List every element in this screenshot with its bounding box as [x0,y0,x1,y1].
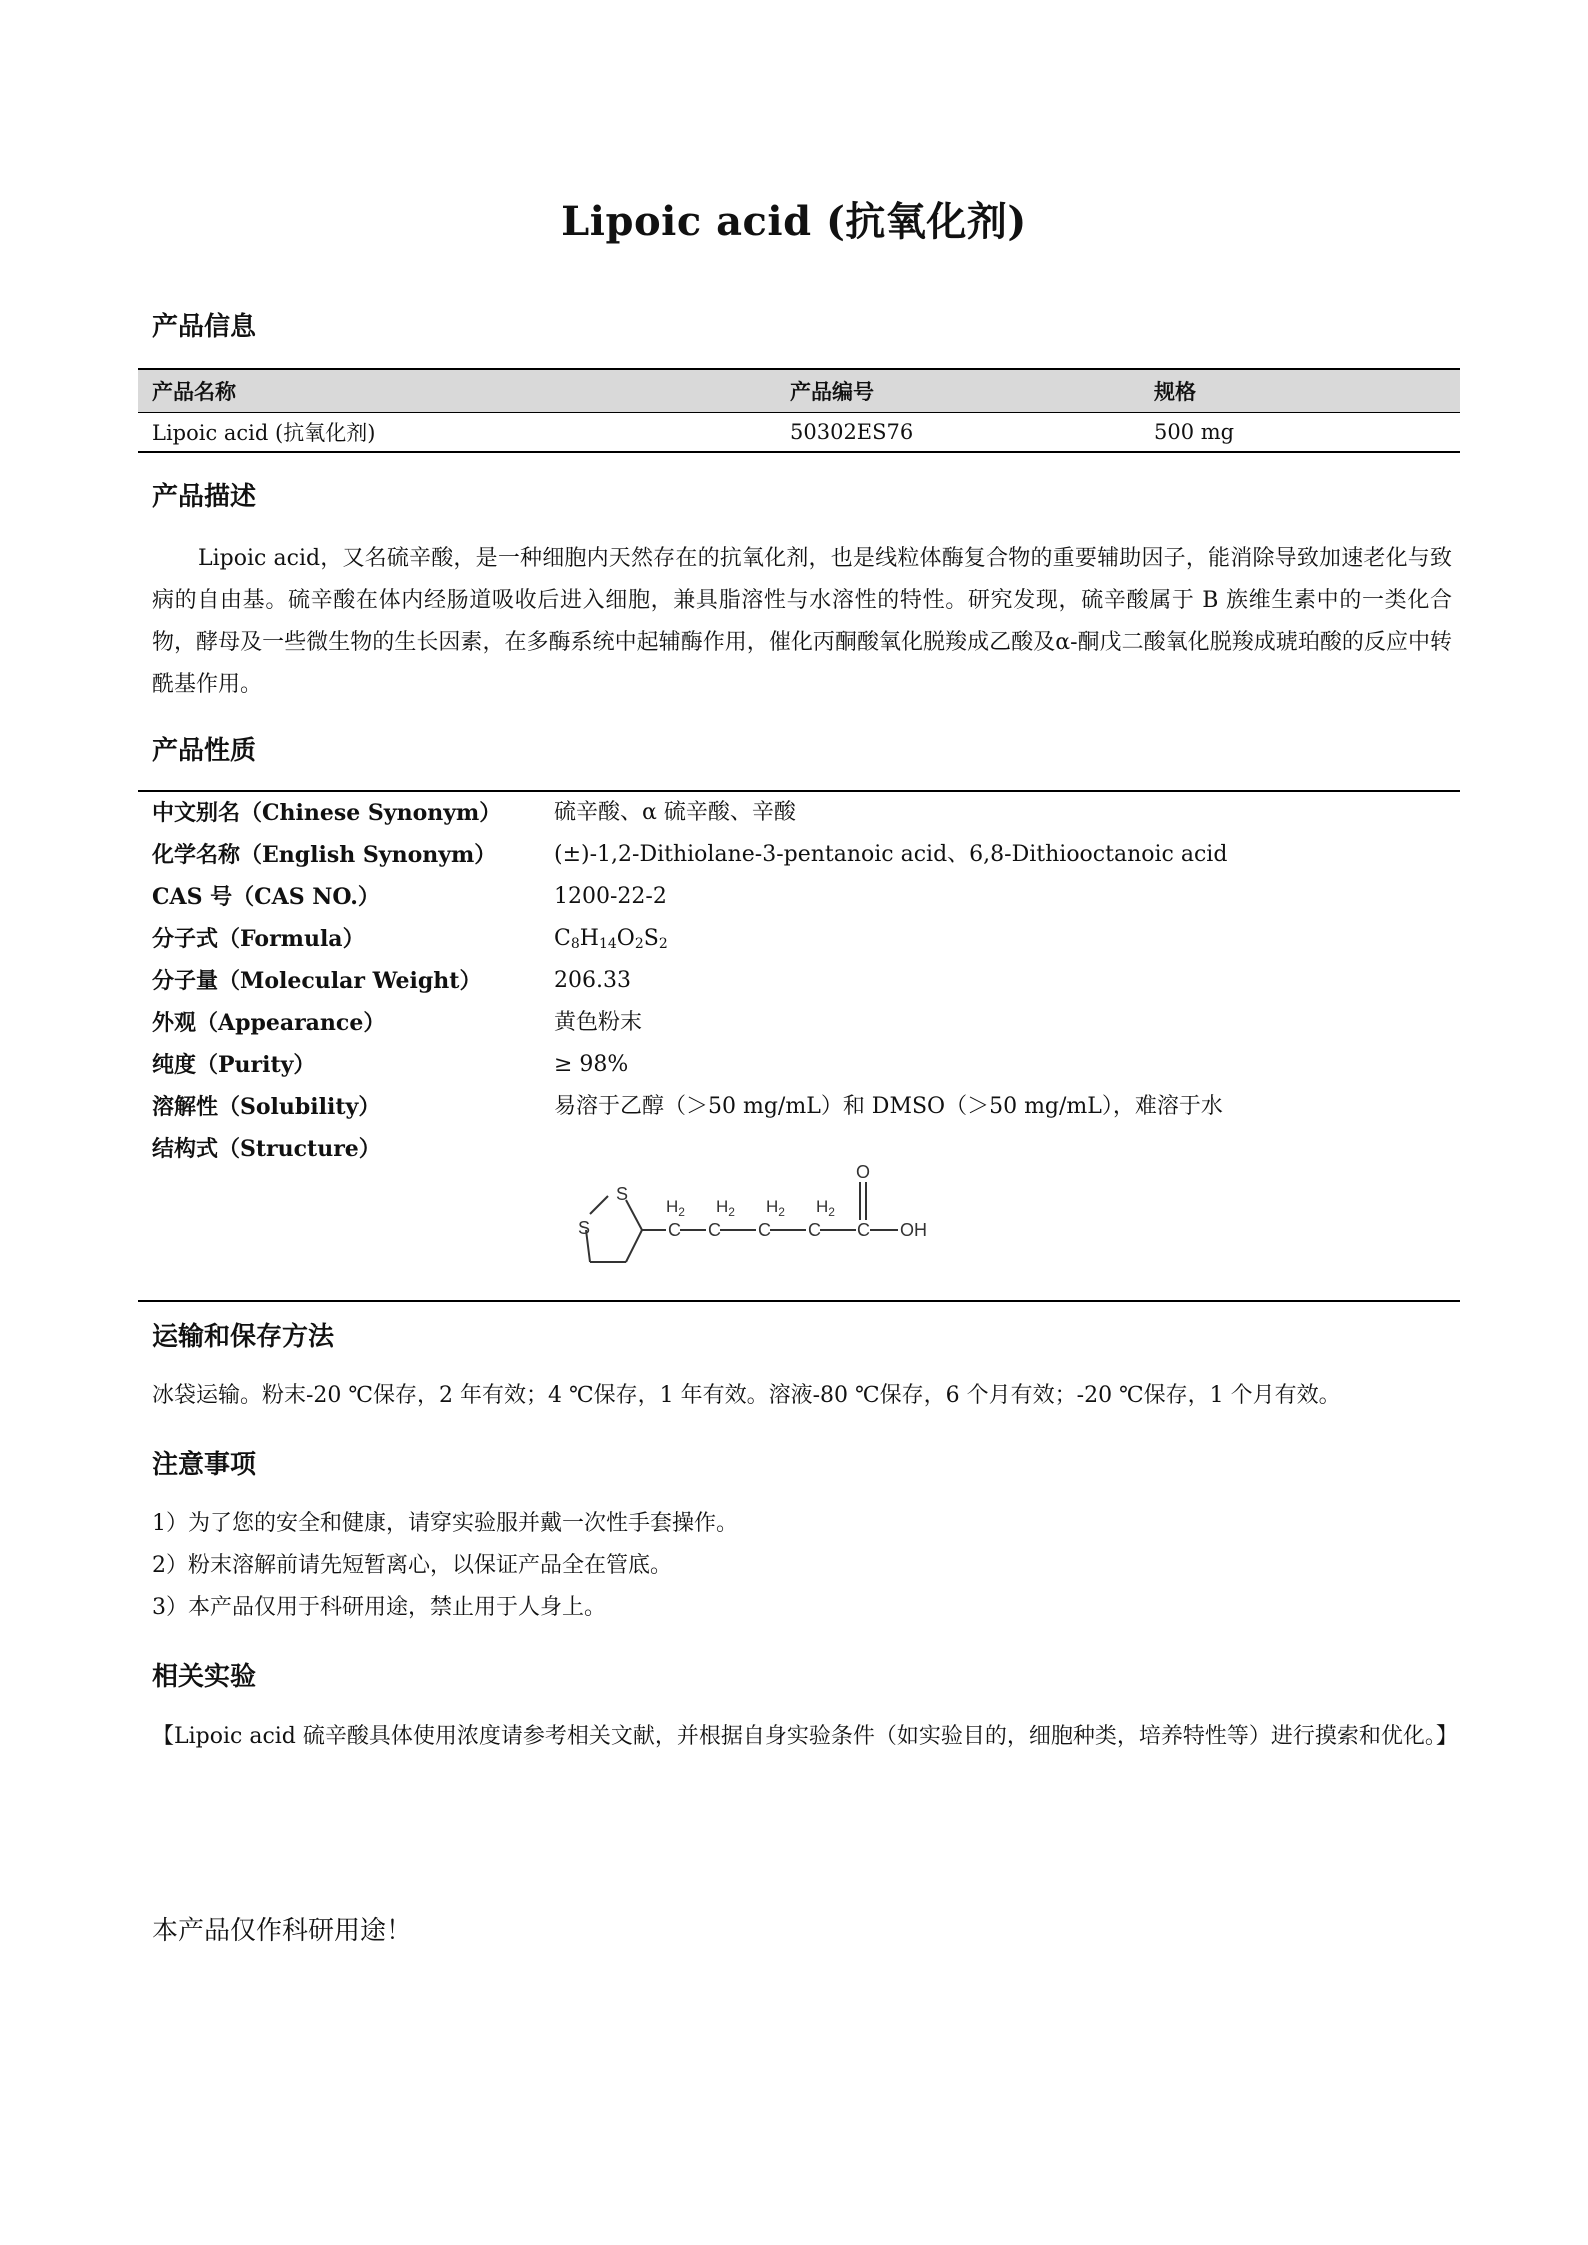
carbon-atom-label: C [808,1220,821,1240]
section-title-experiments: 相关实验 [152,1662,257,1692]
property-label: CAS 号（CAS NO.） [152,884,380,910]
oxygen-atom-label: O [856,1162,871,1182]
document-title: Lipoic acid (抗氧化剂) [561,198,1027,245]
storage-paragraph: 冰袋运输。粉末-20 ℃保存，2 年有效；4 ℃保存，1 年有效。溶液-80 ℃保存，6 个月有效；-20 ℃保存，1 个月有效。 [152,1383,1341,1408]
header-product-name: 产品名称 [138,369,776,413]
list-item: 3）本产品仅用于科研用途，禁止用于人身上。 [152,1595,606,1620]
formula-value: $C_8H_{14}O_2S_2$ [554,926,668,952]
section-title-notes: 注意事项 [152,1450,257,1480]
properties-table [138,790,1460,1302]
property-value: ≥ 98% [554,1052,629,1077]
carbon-atom-label: C [857,1220,870,1240]
header-spec: 规格 [1140,369,1460,413]
cell-product-name: Lipoic acid (抗氧化剂) [138,413,776,453]
list-item: 2）粉末溶解前请先短暂离心，以保证产品全在管底。 [152,1553,672,1578]
property-value: 易溶于乙醇（＞50 mg/mL）和 DMSO（＞50 mg/mL），难溶于水 [554,1094,1223,1119]
section-title-info: 产品信息 [152,312,257,342]
footer-note: 本产品仅作科研用途！ [152,1916,413,1946]
experiments-paragraph: 【Lipoic acid 硫辛酸具体使用浓度请参考相关文献，并根据自身实验条件（如实验目的，细胞种类，培养特性等）进行摸索和优化。】 [152,1724,1458,1749]
sulfur-atom-label: S [578,1218,591,1238]
carbon-atom-label: C [668,1220,681,1240]
header-product-code: 产品编号 [776,369,1140,413]
list-item: 1）为了您的安全和健康，请穿实验服并戴一次性手套操作。 [152,1511,738,1536]
section-title-properties: 产品性质 [152,736,257,766]
carbon-atom-label: C [708,1220,721,1240]
h2-label: $H_2$ [816,1197,835,1219]
hydroxyl-label: OH [900,1220,927,1240]
description-paragraph: Lipoic acid，又名硫辛酸，是一种细胞内天然存在的抗氧化剂，也是线粒体酶复合物的重要辅助因子，能消除导致加速老化与致病的自由基。硫辛酸在体内经肠道吸收后进入细胞，兼具脂溶性与水溶性的特性。研究发现，硫辛酸属于 B 族维生素中的一类化合物，酵母及一些微生物的生长因素，在多酶系统中起辅酶作用，催化丙酮酸氧化脱羧成乙酸及α-酮戊二酸氧化脱羧成琥珀酸的反应中转酰基作用。 [152,546,1452,697]
product-info-table [138,368,1460,453]
section-title-storage: 运输和保存方法 [152,1322,335,1352]
h2-label: $H_2$ [666,1197,685,1219]
h2-label: $H_2$ [716,1197,735,1219]
property-value: 1200-22-2 [554,884,667,909]
cell-spec: 500 mg [1140,413,1460,453]
property-value: 硫辛酸、α 硫辛酸、辛酸 [554,800,796,825]
cell-product-code: 50302ES76 [776,413,1140,453]
property-value: 206.33 [554,968,631,993]
property-label: 化学名称（English Synonym） [152,842,497,868]
carbon-atom-label: C [758,1220,771,1240]
table-row [138,413,1460,453]
property-value: 黄色粉末 [554,1010,643,1035]
property-label: 溶解性（Solubility） [152,1094,381,1120]
property-label: 中文别名（Chinese Synonym） [152,800,502,826]
property-label: 分子量（Molecular Weight） [152,968,482,994]
property-value: (±)-1,2-Dithiolane-3-pentanoic acid、6,8-Dithiooctanoic acid [554,842,1228,867]
property-label: 纯度（Purity） [152,1052,316,1078]
property-label: 分子式（Formula） [152,926,365,952]
property-label: 结构式（Structure） [152,1136,381,1162]
structure-diagram [558,1162,1118,1287]
section-title-description: 产品描述 [152,482,257,512]
h2-label: $H_2$ [766,1197,785,1219]
property-label: 外观（Appearance） [152,1010,386,1036]
sulfur-atom-label: S [616,1184,629,1204]
table-header-row [138,369,1460,413]
